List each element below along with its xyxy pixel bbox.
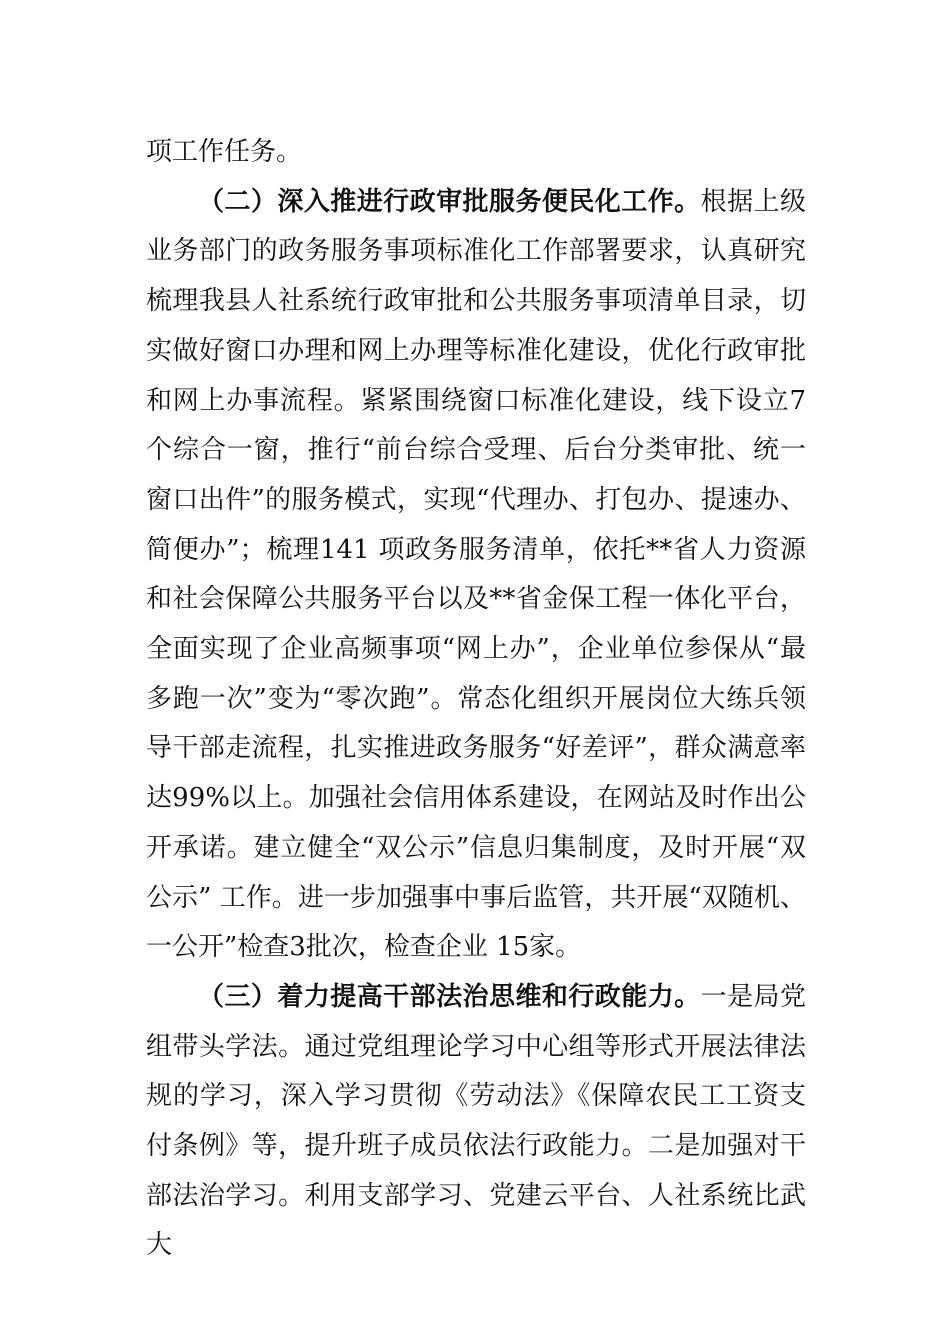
section-heading-2: （二）深入推进行政审批服务便民化工作。 bbox=[198, 186, 701, 217]
paragraph-text: 项工作任务。 bbox=[146, 137, 303, 167]
section-heading-3: （三）着力提高干部法治思维和行政能力。 bbox=[198, 981, 701, 1012]
paragraph-section-2 bbox=[146, 178, 806, 973]
section-body-2: 根据上级业务部门的政务服务事项标准化工作部署要求，认真研究梳理我县人社系统行政审批和公共服务事项清单目录，切实做好窗口办理和网上办理等标准化建设，优化行政审批和网上办事流程。紧紧围绕窗口标准化建设，线下设立7个综合一窗，推行“前台综合受理、后台分类审批、统一窗口出件”的服务模式，实现“代理办、打包办、提速办、简便办”；梳理141 项政务服务清单，依托**省人力资源和社会保障公共服务平台以及**省金保工程一体化平台，全面实现了企业高频事项“网上办”，企业单位参保从“最多跑一次”变为“零次跑”。常态化组织开展岗位大练兵领导干部走流程，扎实推进政务服务“好差评”，群众满意率达99%以上。加强社会信用体系建设，在网站及时作出公开承诺。建立健全“双公示”信息归集制度，及时开展“双公示” 工作。进一步加强事中事后监管，共开展“双随机、一公开”检查3批次，检查企业 15家。 bbox=[146, 186, 806, 963]
paragraph-section-3 bbox=[146, 973, 806, 1271]
section-body-3: 一是局党组带头学法。通过党组理论学习中心组等形式开展法律法规的学习，深入学习贯彻《劳动法》《保障农民工工资支付条例》等，提升班子成员依法行政能力。二是加强对干部法治学习。利用支部学习、党建云平台、人社系统比武大 bbox=[146, 981, 806, 1261]
document-body bbox=[146, 128, 806, 1271]
paragraph-continuation bbox=[146, 128, 806, 178]
